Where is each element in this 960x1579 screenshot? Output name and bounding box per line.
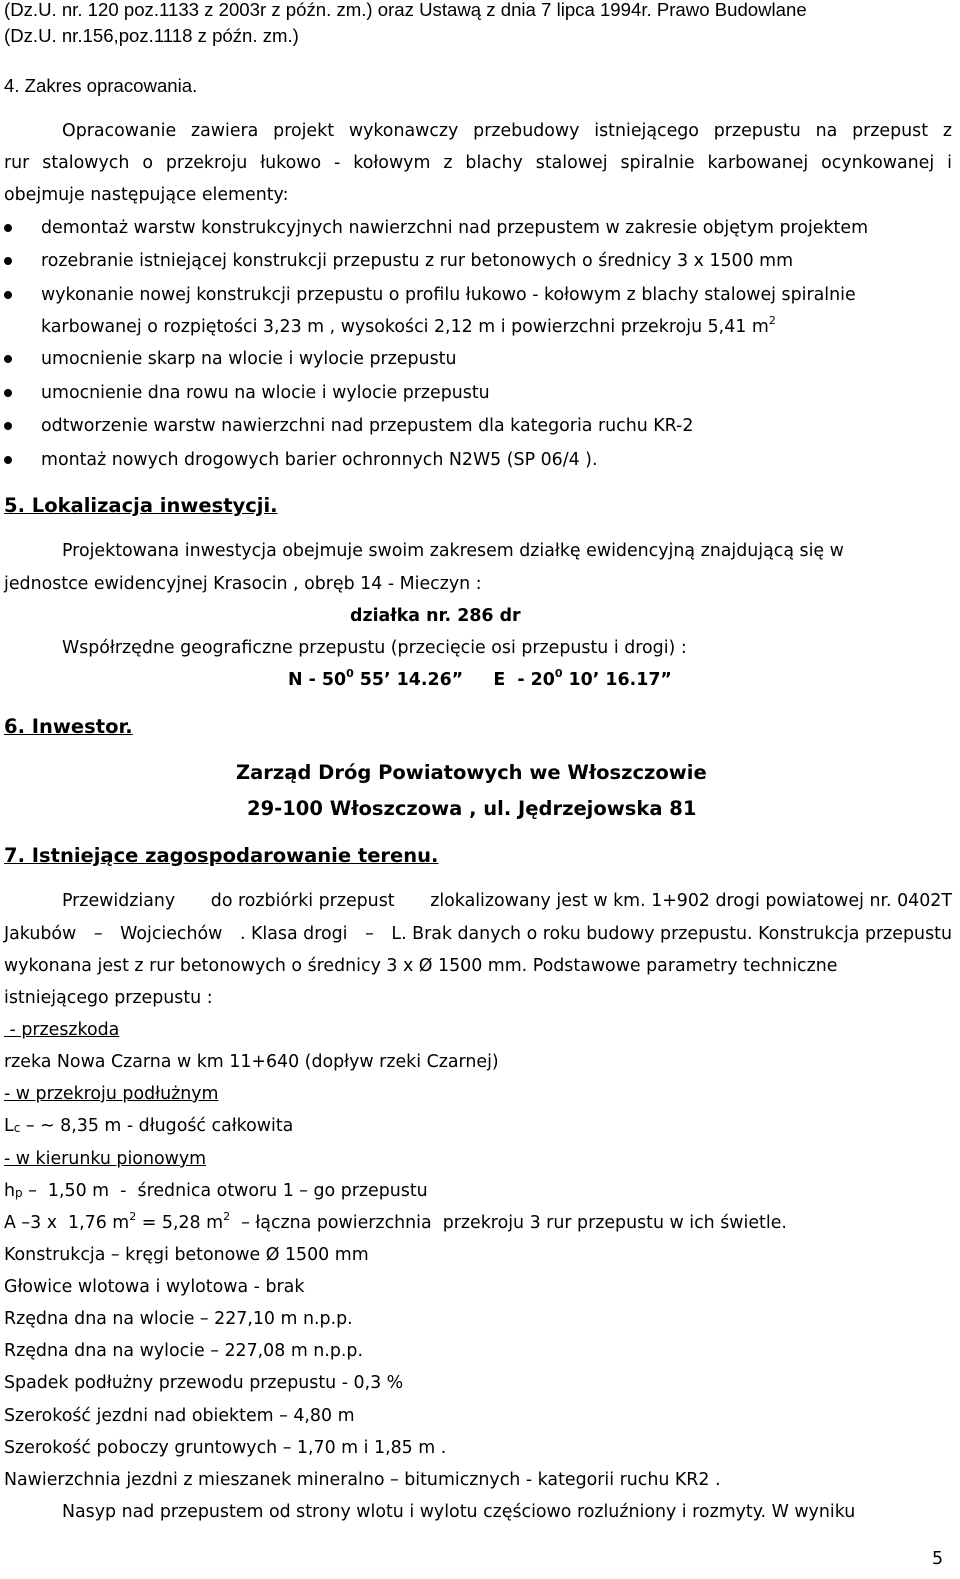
- river-line: rzeka Nowa Czarna w km 11+640 (dopływ rzeki Czarnej): [4, 1052, 499, 1072]
- param-road-width: Szerokość jezdni nad obiektem – 4,80 m: [4, 1406, 355, 1426]
- diameter-line: $h_p - 1,50$ m - średnica otworu 1 – go przepustu: [4, 1181, 428, 1201]
- obstacle-label: - przeszkoda: [4, 1020, 120, 1040]
- vertical-label: - w kierunku pionowym: [4, 1149, 207, 1169]
- list-item-continuation: karbowanej o rozpiętości 3,23 m , wysokości 2,12 m i powierzchni przekroju 5,41 $m^2$: [41, 314, 776, 337]
- section-5-para-line-2: jednostce ewidencyjnej Krasocin , obręb 14 - Mieczyn :: [4, 574, 482, 594]
- section-7-para-line-1: Przewidziany do rozbiórki przepust zlokalizowany jest w km. 1+902 drogi powiatowej nr. 0402T: [62, 891, 952, 911]
- list-item: umocnienie skarp na wlocie i wylocie przepustu: [41, 349, 457, 369]
- param-slope: Spadek podłużny przewodu przepustu - 0,3 %: [4, 1373, 404, 1393]
- list-item: wykonanie nowej konstrukcji przepustu o profilu łukowo - kołowym z blachy stalowej spiralnie: [41, 285, 856, 305]
- section-7-heading: 7. Istniejące zagospodarowanie terenu.: [4, 844, 439, 867]
- list-item: montaż nowych drogowych barier ochronnych N2W5 (SP 06/4 ).: [41, 450, 598, 470]
- page-number: 5: [932, 1549, 944, 1569]
- bullet-icon: [4, 257, 12, 265]
- section-5-heading: 5. Lokalizacja inwestycji.: [4, 494, 278, 517]
- section-4-para-line-2: rur stalowych o przekroju łukowo - kołowym z blachy stalowej spiralnie karbowanej ocynkowanej i: [4, 153, 952, 173]
- section-6-heading: 6. Inwestor.: [4, 715, 133, 738]
- param-shoulder-width: Szerokość poboczy gruntowych – 1,70 m i 1,85 m .: [4, 1438, 447, 1458]
- list-item: rozebranie istniejącej konstrukcji przepustu z rur betonowych o średnicy 3 x 1500 mm: [41, 251, 794, 271]
- section-7-para-line-2: Jakubów – Wojciechów . Klasa drogi – L. Brak danych o roku budowy przepustu. Konstrukcja przepustu: [4, 924, 952, 944]
- plot-number: działka nr. 286 dr: [350, 606, 521, 626]
- param-inlet-level: Rzędna dna na wlocie – 227,10 m n.p.p.: [4, 1309, 353, 1329]
- section-4-para-line-1: Opracowanie zawiera projekt wykonawczy przebudowy istniejącego przepustu na przepust z: [62, 121, 952, 141]
- section-4-para-line-3: obejmuje następujące elementy:: [4, 185, 289, 205]
- bullet-icon: [4, 224, 12, 232]
- intro-line-2: (Dz.U. nr.156,poz.1118 z późn. zm.): [4, 25, 299, 46]
- bullet-icon: [4, 456, 12, 464]
- param-outlet-level: Rzędna dna na wylocie – 227,08 m n.p.p.: [4, 1341, 363, 1361]
- investor-address: 29-100 Włoszczowa , ul. Jędrzejowska 81: [247, 797, 697, 820]
- longitudinal-label: - w przekroju podłużnym: [4, 1084, 219, 1104]
- bullet-icon: [4, 422, 12, 430]
- param-headwalls: Głowice wlotowa i wylotowa - brak: [4, 1277, 305, 1297]
- bullet-icon: [4, 389, 12, 397]
- list-item: demontaż warstw konstrukcyjnych nawierzchni nad przepustem w zakresie objętym projektem: [41, 218, 869, 238]
- investor-name: Zarząd Dróg Powiatowych we Włoszczowie: [236, 761, 707, 784]
- coordinates-value: N - $50^0$ 55’ 14.26” E - $20^0$ 10’ 16.17”: [288, 667, 672, 690]
- length-line: $L_c$ – ~ 8,35 m - długość całkowita: [4, 1116, 294, 1136]
- param-pavement: Nawierzchnia jezdni z mieszanek mineralno – bitumicznych - kategorii ruchu KR2 .: [4, 1470, 721, 1490]
- section-4-heading: 4. Zakres opracowania.: [4, 75, 198, 96]
- param-construction: Konstrukcja – kręgi betonowe Ø 1500 mm: [4, 1245, 369, 1265]
- list-item: odtworzenie warstw nawierzchni nad przepustem dla kategoria ruchu KR-2: [41, 416, 694, 436]
- bullet-icon: [4, 355, 12, 363]
- section-5-para-line-1: Projektowana inwestycja obejmuje swoim zakresem działkę ewidencyjną znajdującą się w: [62, 541, 844, 561]
- list-item: umocnienie dna rowu na wlocie i wylocie przepustu: [41, 383, 490, 403]
- bullet-icon: [4, 291, 12, 299]
- coordinates-intro: Współrzędne geograficzne przepustu (przecięcie osi przepustu i drogi) :: [62, 638, 687, 658]
- embankment-line: Nasyp nad przepustem od strony wlotu i wylotu częściowo rozluźniony i rozmyty. W wyniku: [62, 1502, 856, 1522]
- area-line: A –3 x 1,76 $m^2 = 5,28$ $m^2$ – łączna powierzchnia przekroju 3 rur przepustu w ich świetle.: [4, 1210, 787, 1233]
- intro-line-1: (Dz.U. nr. 120 poz.1133 z 2003r z późn. zm.) oraz Ustawą z dnia 7 lipca 1994r. Prawo Budowlane: [4, 0, 807, 20]
- section-7-para-line-3: wykonana jest z rur betonowych o średnicy 3 x Ø 1500 mm. Podstawowe parametry techniczne: [4, 956, 838, 976]
- section-7-para-line-4: istniejącego przepustu :: [4, 988, 213, 1008]
